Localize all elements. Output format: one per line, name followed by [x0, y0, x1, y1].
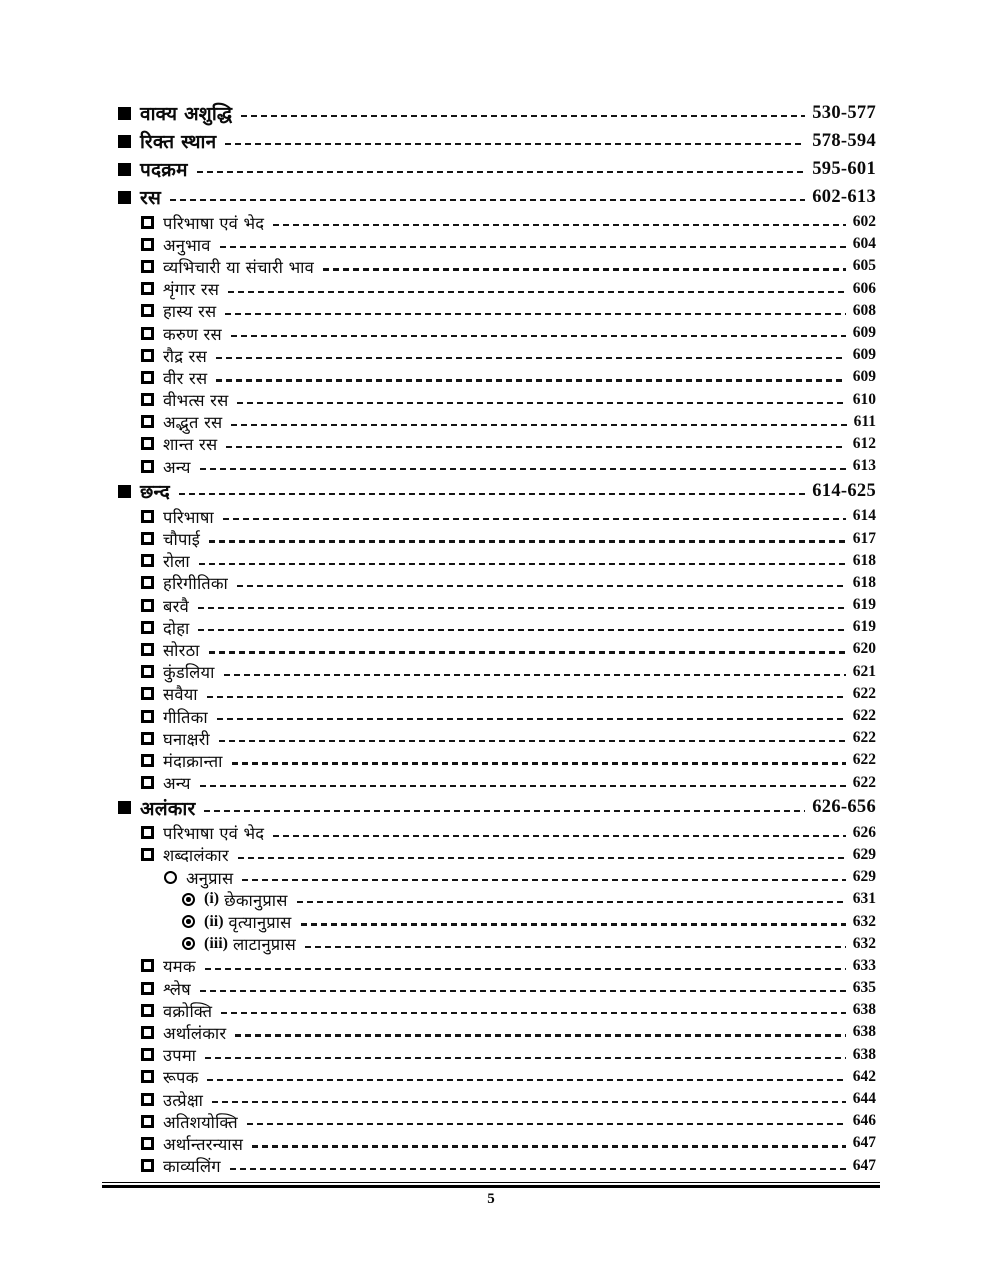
toc-entry	[118, 233, 876, 255]
toc-entry-page: 635	[852, 979, 876, 997]
toc-entry	[118, 1110, 876, 1132]
toc-entry-label: अलंकार	[140, 797, 196, 820]
hollow-square-icon	[141, 1048, 154, 1061]
toc-entry-label: वृत्यानुप्रास	[228, 913, 292, 933]
circled-dot-icon	[182, 915, 195, 928]
toc-entry-page: 644	[852, 1090, 876, 1108]
hollow-square-icon	[141, 282, 154, 295]
hollow-square-icon	[141, 371, 154, 384]
toc-entry	[118, 999, 876, 1021]
dotted-leader	[199, 563, 846, 565]
dotted-leader	[297, 901, 846, 903]
filled-square-icon	[118, 135, 131, 148]
toc-entry-page: 611	[853, 412, 876, 430]
hollow-square-icon	[141, 621, 154, 634]
dotted-leader	[179, 493, 805, 495]
toc-entry-label: यमक	[163, 957, 196, 977]
circled-dot-icon	[182, 937, 195, 950]
toc-entry	[118, 527, 876, 549]
toc-entry-page: 608	[852, 301, 876, 319]
dotted-leader	[205, 1057, 846, 1059]
toc-entry-page: 647	[852, 1156, 876, 1174]
dotted-leader	[301, 923, 846, 925]
toc-entry-label: शृंगार रस	[163, 280, 220, 300]
toc-entry-page: 619	[852, 596, 876, 614]
dotted-leader	[212, 1101, 846, 1103]
dotted-leader	[223, 518, 846, 520]
toc-entry	[118, 661, 876, 683]
dotted-leader	[235, 1034, 845, 1036]
toc-entry-label: शब्दालंकार	[163, 846, 229, 866]
dotted-leader	[232, 762, 846, 764]
toc-entry-page: 618	[852, 573, 876, 591]
toc-entry-label: श्लेष	[163, 979, 191, 999]
dotted-leader	[230, 1168, 846, 1170]
hollow-square-icon	[141, 710, 154, 723]
toc-entry	[118, 727, 876, 749]
hollow-square-icon	[141, 599, 154, 612]
toc-entry-page: 606	[852, 279, 876, 297]
toc-entry-page: 614	[852, 507, 876, 525]
toc-entry-label: वाक्य अशुद्धि	[140, 103, 233, 125]
hollow-square-icon	[141, 216, 154, 229]
toc-entry-prefix: (ii)	[204, 912, 224, 930]
toc-entry-label: वीर रस	[163, 368, 208, 388]
toc-entry	[118, 300, 876, 322]
toc-entry	[118, 455, 876, 477]
filled-square-icon	[118, 107, 131, 120]
hollow-square-icon	[141, 826, 154, 839]
filled-square-icon	[118, 485, 131, 498]
hollow-square-icon	[141, 532, 154, 545]
toc-entry-label: दोहा	[163, 618, 190, 638]
toc-entry	[118, 322, 876, 344]
toc-entry-label: व्यभिचारी या संचारी भाव	[163, 257, 315, 277]
toc-entry-page: 618	[852, 551, 876, 569]
dotted-leader	[231, 424, 846, 426]
toc-entry	[118, 1132, 876, 1154]
toc-entry-page: 609	[852, 346, 876, 364]
toc-entry-page: 530-577	[812, 102, 876, 123]
hollow-square-icon	[141, 665, 154, 678]
dotted-leader	[247, 1123, 846, 1125]
toc-entry-page: 622	[852, 707, 876, 725]
dotted-leader	[198, 629, 845, 631]
toc-entry	[118, 366, 876, 388]
toc-entry-label: अनुप्रास	[186, 868, 234, 888]
toc-entry-label: रौद्र रस	[163, 346, 207, 366]
dotted-leader	[252, 1145, 846, 1147]
toc-entry-page: 631	[852, 890, 876, 908]
dotted-leader	[238, 857, 846, 859]
dotted-leader	[305, 946, 846, 948]
toc-entry-label: काव्यलिंग	[163, 1157, 221, 1177]
dotted-leader	[209, 540, 846, 542]
toc-entry-page: 605	[852, 257, 876, 275]
hollow-square-icon	[141, 959, 154, 972]
hollow-square-icon	[141, 1115, 154, 1128]
toc-entry-label: वीभत्स रस	[163, 391, 229, 411]
toc-entry	[118, 1021, 876, 1043]
toc-entry-label: उपमा	[163, 1046, 197, 1066]
toc-entry	[118, 477, 876, 505]
dotted-leader	[205, 968, 846, 970]
dotted-leader	[220, 246, 846, 248]
toc-entry	[118, 933, 876, 955]
toc-entry-page: 613	[852, 457, 876, 475]
hollow-square-icon	[141, 510, 154, 523]
toc-entry	[118, 127, 876, 155]
toc-entry	[118, 155, 876, 183]
toc-entry-label: अनुभाव	[163, 235, 211, 255]
dotted-leader	[219, 740, 846, 742]
toc-entry	[118, 433, 876, 455]
toc-entry-label: सवैया	[163, 685, 198, 705]
table-of-contents	[118, 99, 876, 1177]
dotted-leader	[197, 171, 806, 173]
circle-icon	[164, 871, 177, 884]
dotted-leader	[200, 990, 846, 992]
dotted-leader	[231, 335, 846, 337]
hollow-square-icon	[141, 238, 154, 251]
toc-entry-page: 622	[852, 684, 876, 702]
toc-entry-label: अर्थान्तरन्यास	[163, 1134, 244, 1154]
toc-entry-label: पदक्रम	[140, 159, 188, 181]
dotted-leader	[221, 1012, 846, 1014]
hollow-square-icon	[141, 1026, 154, 1039]
toc-entry-page: 622	[852, 729, 876, 747]
footer-page-number: 5	[487, 1191, 495, 1207]
dotted-leader	[228, 291, 846, 293]
toc-entry-page: 629	[852, 845, 876, 863]
hollow-square-icon	[141, 393, 154, 406]
toc-entry-page: 602	[852, 213, 876, 231]
toc-entry-page: 622	[852, 773, 876, 791]
toc-entry	[118, 1088, 876, 1110]
toc-entry-page: 602-613	[812, 186, 876, 207]
hollow-square-icon	[141, 437, 154, 450]
hollow-square-icon	[141, 643, 154, 656]
toc-entry	[118, 822, 876, 844]
dotted-leader	[216, 379, 845, 381]
toc-entry-page: 621	[852, 662, 876, 680]
dotted-leader	[323, 268, 846, 270]
toc-entry	[118, 389, 876, 411]
toc-entry-label: अर्थालंकार	[163, 1023, 227, 1043]
dotted-leader	[273, 835, 846, 837]
toc-entry	[118, 255, 876, 277]
hollow-square-icon	[141, 754, 154, 767]
hollow-square-icon	[141, 687, 154, 700]
dotted-leader	[216, 357, 846, 359]
toc-entry-label: अतिशयोक्ति	[163, 1112, 238, 1132]
toc-entry	[118, 844, 876, 866]
toc-entry-prefix: (i)	[204, 890, 220, 908]
toc-entry	[118, 99, 876, 127]
toc-entry-label: करुण रस	[163, 324, 222, 344]
toc-entry-page: 632	[852, 912, 876, 930]
dotted-leader	[237, 402, 845, 404]
toc-entry-page: 595-601	[812, 158, 876, 179]
hollow-square-icon	[141, 1070, 154, 1083]
toc-entry-page: 619	[852, 618, 876, 636]
hollow-square-icon	[141, 1004, 154, 1017]
hollow-square-icon	[141, 349, 154, 362]
toc-entry	[118, 910, 876, 932]
dotted-leader	[225, 313, 845, 315]
toc-entry-label: अन्य	[163, 774, 191, 794]
toc-entry	[118, 183, 876, 211]
toc-entry-label: रूपक	[163, 1068, 199, 1088]
toc-entry	[118, 1155, 876, 1177]
toc-entry-page: 646	[852, 1112, 876, 1130]
dotted-leader	[170, 199, 805, 201]
toc-entry	[118, 794, 876, 822]
filled-square-icon	[118, 191, 131, 204]
toc-entry	[118, 411, 876, 433]
dotted-leader	[241, 115, 805, 117]
dotted-leader	[226, 446, 845, 448]
footer-rule	[102, 1182, 880, 1188]
dotted-leader	[200, 468, 846, 470]
toc-entry-label: शान्त रस	[163, 435, 218, 455]
dotted-leader	[198, 607, 846, 609]
toc-entry-page: 620	[852, 640, 876, 658]
toc-entry-page: 612	[852, 434, 876, 452]
hollow-square-icon	[141, 415, 154, 428]
hollow-square-icon	[141, 576, 154, 589]
toc-entry	[118, 705, 876, 727]
toc-entry-label: छेकानुप्रास	[224, 890, 288, 910]
toc-entry-page: 629	[852, 868, 876, 886]
hollow-square-icon	[141, 460, 154, 473]
toc-entry	[118, 278, 876, 300]
toc-entry	[118, 572, 876, 594]
toc-entry-label: परिभाषा एवं भेद	[163, 213, 265, 233]
dotted-leader	[207, 1079, 845, 1081]
toc-entry-label: परिभाषा एवं भेद	[163, 824, 265, 844]
toc-entry-page: 638	[852, 1001, 876, 1019]
toc-entry	[118, 749, 876, 771]
toc-entry-prefix: (iii)	[204, 934, 228, 952]
dotted-leader	[225, 143, 805, 145]
toc-entry	[118, 1066, 876, 1088]
dotted-leader	[273, 224, 846, 226]
toc-entry-page: 632	[852, 934, 876, 952]
toc-entry	[118, 616, 876, 638]
hollow-square-icon	[141, 554, 154, 567]
toc-entry-page: 617	[852, 529, 876, 547]
toc-entry-label: चौपाई	[163, 530, 201, 550]
hollow-square-icon	[141, 304, 154, 317]
toc-entry-label: लाटानुप्रास	[233, 935, 297, 955]
toc-entry-label: छन्द	[140, 481, 170, 504]
toc-entry	[118, 1044, 876, 1066]
toc-entry-label: अन्य	[163, 457, 191, 477]
toc-entry-label: उत्प्रेक्षा	[163, 1090, 204, 1110]
dotted-leader	[207, 696, 846, 698]
toc-entry	[118, 866, 876, 888]
hollow-square-icon	[141, 732, 154, 745]
toc-entry-label: गीतिका	[163, 707, 208, 727]
toc-entry-page: 626	[852, 823, 876, 841]
hollow-square-icon	[141, 1159, 154, 1172]
dotted-leader	[224, 674, 846, 676]
filled-square-icon	[118, 801, 131, 814]
circled-dot-icon	[182, 893, 195, 906]
filled-square-icon	[118, 163, 131, 176]
hollow-square-icon	[141, 1137, 154, 1150]
dotted-leader	[242, 879, 845, 881]
toc-entry-label: अद्भुत रस	[163, 413, 223, 433]
dotted-leader	[204, 810, 805, 812]
toc-entry-label: कुंडलिया	[163, 663, 215, 683]
toc-entry-page: 622	[852, 751, 876, 769]
toc-entry-page: 578-594	[812, 130, 876, 151]
toc-entry	[118, 211, 876, 233]
toc-entry-page: 604	[852, 235, 876, 253]
toc-entry-label: घनाक्षरी	[163, 729, 210, 749]
toc-entry-page: 609	[852, 324, 876, 342]
toc-entry-label: रिक्त स्थान	[140, 131, 217, 153]
toc-entry-page: 638	[852, 1045, 876, 1063]
toc-entry	[118, 955, 876, 977]
dotted-leader	[209, 651, 846, 653]
dotted-leader	[237, 585, 846, 587]
dotted-leader	[200, 785, 846, 787]
dotted-leader	[217, 718, 846, 720]
toc-entry	[118, 683, 876, 705]
toc-entry-page: 610	[852, 390, 876, 408]
toc-entry-label: मंदाक्रान्ता	[163, 751, 223, 771]
hollow-square-icon	[141, 1093, 154, 1106]
hollow-square-icon	[141, 848, 154, 861]
toc-entry-page: 642	[852, 1067, 876, 1085]
toc-entry	[118, 344, 876, 366]
toc-entry	[118, 594, 876, 616]
toc-entry	[118, 550, 876, 572]
toc-entry-label: रोला	[163, 552, 190, 572]
hollow-square-icon	[141, 260, 154, 273]
hollow-square-icon	[141, 776, 154, 789]
toc-entry-page: 626-656	[812, 797, 876, 818]
toc-entry-label: वक्रोक्ति	[163, 1001, 213, 1021]
hollow-square-icon	[141, 327, 154, 340]
toc-entry-label: परिभाषा	[163, 507, 214, 527]
toc-entry	[118, 772, 876, 794]
toc-entry-label: सोरठा	[163, 640, 200, 660]
toc-entry-label: हरिगीतिका	[163, 574, 228, 594]
toc-entry-page: 609	[852, 368, 876, 386]
hollow-square-icon	[141, 982, 154, 995]
toc-entry	[118, 888, 876, 910]
toc-entry-label: रस	[140, 187, 162, 209]
toc-entry-page: 647	[852, 1134, 876, 1152]
toc-entry-page: 614-625	[812, 480, 876, 501]
toc-entry-label: हास्य रस	[163, 302, 217, 322]
toc-entry	[118, 638, 876, 660]
toc-entry-page: 638	[852, 1023, 876, 1041]
toc-entry	[118, 505, 876, 527]
toc-entry-label: बरवै	[163, 596, 189, 616]
toc-entry-page: 633	[852, 956, 876, 974]
toc-entry	[118, 977, 876, 999]
